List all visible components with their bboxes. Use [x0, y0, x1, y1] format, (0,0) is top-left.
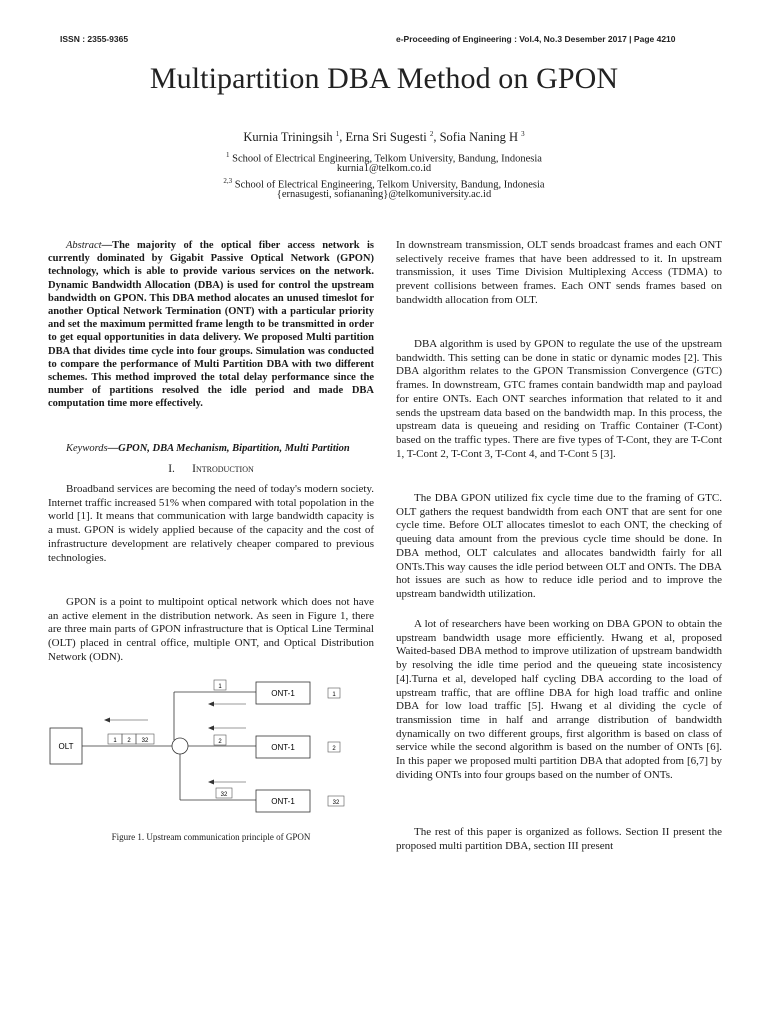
ont-frame-1-label: 1 [332, 692, 336, 698]
olt-label: OLT [58, 742, 74, 751]
ont-frame-2-label: 2 [332, 746, 336, 752]
branch-arrowhead-3 [208, 780, 214, 785]
affiliation-1-sup: 1 [226, 151, 230, 159]
intro-p2-text: GPON is a point to multipoint optical network which does not have an active element in the distribution network. As seen in Figure 1, there are three main parts of GPON infrastructure that is Optical Line Terminal (OLT) placed in central office, multiple ONT, and Optical Distribution Network (ODN). [48, 596, 374, 663]
keywords-label: Keywords [66, 443, 108, 454]
right-paragraph-5 [396, 826, 722, 853]
trunk-frame-2-label: 2 [127, 738, 131, 744]
keywords-text: —GPON, DBA Mechanism, Bipartition, Multi Partition [107, 443, 350, 454]
abstract-text: —The majority of the optical fiber access network is currently dominated by Gigabit Passive Optical Network (GPON) technology, which is able to provide various services on the network. Dynamic Bandwidth Allocation (DBA) is used for control the upstream bandwidth on GPON. This DBA method alocates an unused timeslot for another Optical Network Termination (ONT) with a particular priority and set the maximum permitted frame length to be transmitted in order to get equal opportunities in data delivery. We proposed Multi partition DBA that divides time cycle into four groups. Simulation was conducted to compare the performance of Multi Partition DBA with two different schemes. This method improved the total delay performance since the number of partitions resolved the idle period and made DBA computation time more effectively. [48, 240, 374, 410]
keywords [48, 442, 374, 456]
right-paragraph-3 [396, 492, 722, 602]
email-1: kurnia1@telkom.co.id [336, 163, 432, 174]
branch-arrowhead-1 [208, 702, 214, 707]
section-title: Introduction [192, 463, 254, 475]
author-1-sup: 1 [335, 130, 340, 138]
splitter [172, 738, 188, 754]
author-3: Sofia Naning H [439, 130, 519, 145]
right-p4-text: A lot of researchers have been working on DBA GPON to obtain the upstream bandwidth usage more efficiently. Hwang et al, proposed Waited-based DBA method to improve utilization of upstream bandwidth by resolving the idle time period and the queueing state incosistency [4].Turna et al, developed half cycling DBA according to the load of upstream traffic, that are offline DBA for high load traffic and online DBA for low load traffic [5]. Hwang et al dividing the cycle of transmission time in half and arrange distribution of bandwidth dynamically on two different groups, first algorithm is based on class of service while the second algorithm is based on the number of ONTs [6]. In this paper we proposed multi partition DBA that adopted from [6,7] by dividing ONTs into four groups based on the number of ONTs. [396, 618, 722, 781]
affiliation-2-sup: 2,3 [223, 177, 233, 185]
gpon-diagram [48, 672, 374, 822]
author-1: Kurnia Triningsih [243, 130, 333, 145]
author-3-sup: 3 [521, 130, 525, 138]
branch-arrowhead-2 [208, 726, 214, 731]
right-p5-text: The rest of this paper is organized as follows. Section II present the proposed multi partition DBA, section III present [396, 826, 722, 852]
affiliation-2-text: School of Electrical Engineering, Telkom University, Bandung, Indonesia [234, 179, 545, 191]
right-p3-text: The DBA GPON utilized fix cycle time due to the framing of GTC. OLT gathers the request bandwidth from each ONT that are sent for one cycle time. Before OLT allocates timeslot to each ONT, the checking of queuing data amount from the previous cycle time should be done. In DBA method, OLT calculates and allocates bandwidth fairly for all ONTs.This way causes the idle period between OLT and ONTs. The DBA hot issues are such as how to reduce idle period and to improve the upstream bandwidth utilization. [396, 492, 722, 600]
intro-paragraph-2 [48, 596, 374, 665]
right-p1-text: In downstream transmission, OLT sends broadcast frames and each ONT selectively receive frames that have been addressed to it. In upstream transmission, it uses Time Division Multiplexing Access (TDMA) to prevent collisions between frames. Each ONT sends frames based on bandwidth allocation from OLT. [396, 239, 722, 306]
author-line: Kurnia Triningsih $^1$, Erna Sri Sugesti $^2$, Sofia Naning H $^3$ [243, 130, 525, 145]
author-2: Erna Sri Sugesti [345, 130, 427, 145]
abstract-label: Abstract [66, 240, 102, 251]
intro-p1-text: Broadband services are becoming the need of today's modern society. Internet traffic increased 51% when compared with total popolation in the world [1]. It means that communication with large bandwidth capacity is a must. GPON is widely applied because of the capacity and the cost of infrastructure development are relatively cheaper compared to previous technologies. [48, 483, 374, 564]
figure-caption: Figure 1. Upstream communication principle of GPON [111, 832, 311, 842]
section-heading [48, 463, 374, 475]
abstract [48, 239, 374, 411]
right-paragraph-1 [396, 239, 722, 308]
right-p2-text: DBA algorithm is used by GPON to regulate the use of the upstream bandwidth. This setting can be done in static or dynamic modes [2]. This DBA algorithm relates to the GPON Transmission Convergence (GTC) frames. In downstream, GTC frames contain bandwidth map and payload for entire ONTs. Each ONT searches information that related to it and sends the upstream data based on the bandwidth map. In this process, the upstream data is queueing and residing on Traffic Container (T-Cont) based on the traffic types. There are five types of T-Cont, they are T-Cont 1, T-Cont 2, T-Cont 3, T-Cont 4, and T-Cont 5 [3]. [396, 338, 722, 460]
trunk-arrowhead [104, 718, 110, 723]
trunk-frame-32-label: 32 [141, 738, 149, 744]
branch-frame-1-label: 1 [218, 684, 222, 690]
right-paragraph-4 [396, 618, 722, 782]
ont-2-label: ONT-1 [271, 743, 295, 752]
email-2: {ernasugesti, sofiananing}@telkomuniversity.ac.id [276, 189, 492, 200]
ont-1-label: ONT-1 [271, 689, 295, 698]
right-paragraph-2 [396, 338, 722, 461]
intro-paragraph-1 [48, 483, 374, 565]
section-number: I. [168, 463, 175, 475]
figure-1 [48, 672, 374, 822]
author-2-sup: 2 [429, 130, 434, 138]
paper-title: Multipartition DBA Method on GPON [149, 62, 619, 95]
ont-frame-32-label: 32 [332, 800, 340, 806]
branch-frame-32-label: 32 [220, 792, 228, 798]
branch-frame-2-label: 2 [218, 739, 222, 745]
affiliation-1-text: School of Electrical Engineering, Telkom University, Bandung, Indonesia [232, 153, 542, 165]
journal-header: e-Proceeding of Engineering : Vol.4, No.3 Desember 2017 | Page 4210 [396, 34, 676, 44]
ont-3-label: ONT-1 [271, 797, 295, 806]
issn-header: ISSN : 2355-9365 [60, 34, 129, 44]
trunk-frame-1-label: 1 [113, 738, 117, 744]
